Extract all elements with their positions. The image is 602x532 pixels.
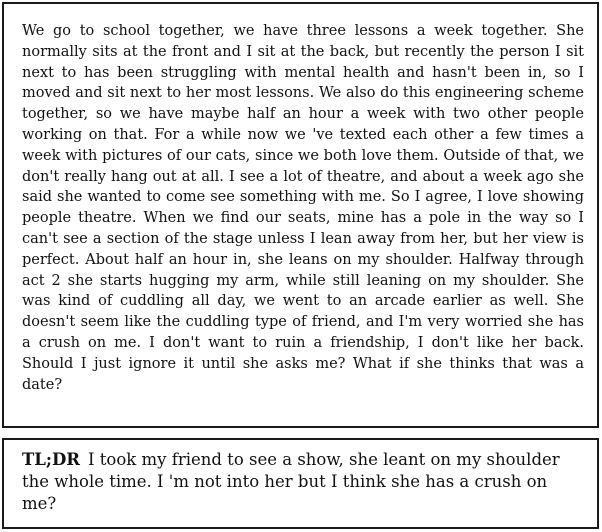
post-body-box xyxy=(2,2,599,428)
tldr-box xyxy=(2,438,599,529)
post-body-text: We go to school together, we have three lessons a week together. She normally sits at the front and I sit at the back, but recently the person I sit next to has been struggling with mental health and hasn't been in, so I moved and sit next to her most lessons. We also do this engineering scheme together, so we have maybe half an hour a week with two other people working on that. For a while now we 've texted each other a few times a week with pictures of our cats, since we both love them. Outside of that, we don't really hang out at all. I see a lot of theatre, and about a week ago she said she wanted to come see something with me. So I agree, I love showing people theatre. When we find our seats, mine has a pole in the way so I can't see a section of the stage unless I lean away from her, but her view is perfect. About half an hour in, she leans on my shoulder. Halfway through act 2 she starts hugging my arm, while still leaning on my shoulder. She was kind of cuddling all day, we went to an arcade earlier as well. She doesn't seem like the cuddling type of friend, and I'm very worried she has a crush on me. I don't want to ruin a friendship, I don't like her back. Should I just ignore it until she asks me? What if she thinks that was a date? xyxy=(22,23,584,393)
tldr-label: TL;DR xyxy=(22,450,80,469)
tldr-summary-text: I took my friend to see a show, she leant on my shoulder the whole time. I 'm not into her but I think she has a crush on me? xyxy=(22,450,560,513)
tldr-paragraph xyxy=(22,449,584,515)
